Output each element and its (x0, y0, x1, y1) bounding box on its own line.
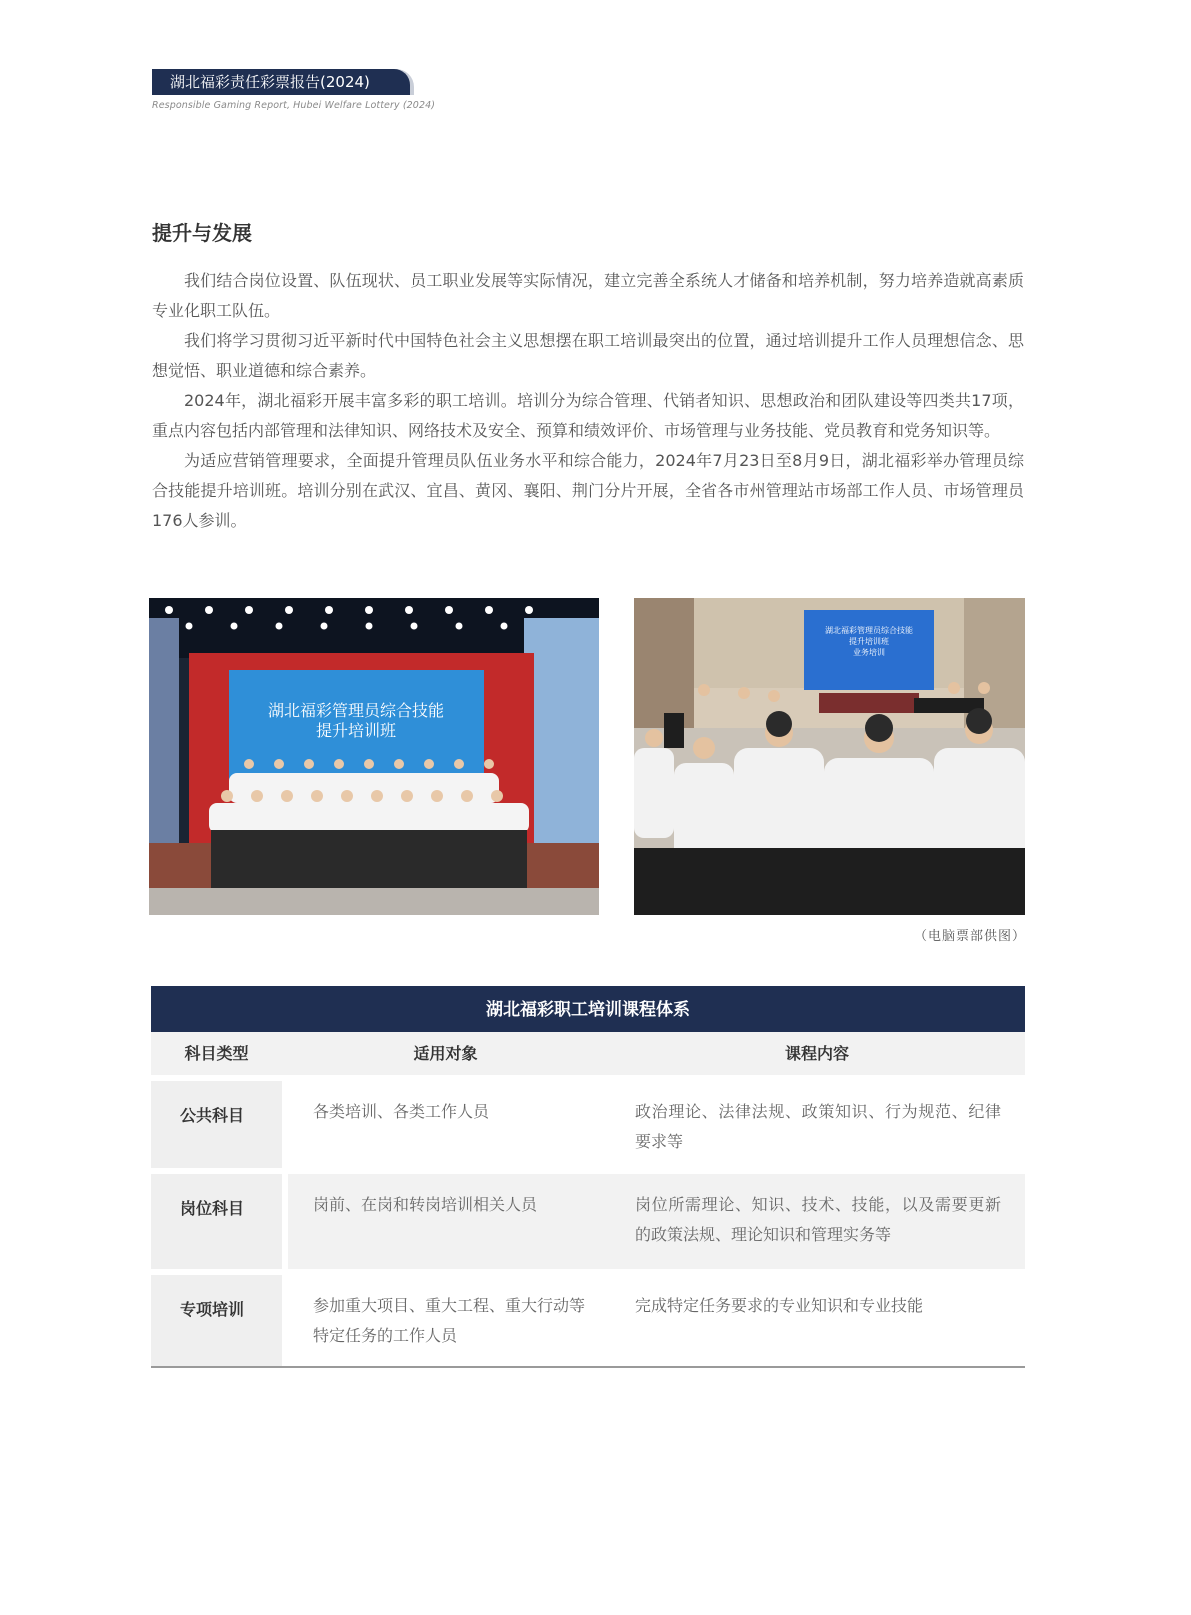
column-header: 适用对象 (413, 1044, 478, 1063)
row-target: 参加重大项目、重大工程、重大行动等特定任务的工作人员 (313, 1296, 586, 1345)
paragraph: 我们将学习贯彻习近平新时代中国特色社会主义思想摆在职工培训最突出的位置，通过培训提升工作人员理想信念、思想觉悟、职业道德和综合素养。 (152, 331, 1024, 380)
paragraph: 2024年，湖北福彩开展丰富多彩的职工培训。培训分为综合管理、代销者知识、思想政治和团队建设等四类共17项，重点内容包括内部管理和法律知识、网络技术及安全、预算和绩效评价、市场管理与业务技能、党员教育和党务知识等。 (152, 391, 1024, 440)
table-title: 湖北福彩职工培训课程体系 (151, 986, 1025, 1032)
classroom-screen-text-3: 业务培训 (853, 648, 885, 657)
column-header: 课程内容 (784, 1044, 849, 1063)
report-header-subtitle: Responsible Gaming Report, Hubei Welfare Lottery (2024) (152, 100, 436, 111)
group-photo (149, 598, 599, 915)
row-target: 各类培训、各类工作人员 (313, 1102, 490, 1121)
section-title: 提升与发展 (152, 221, 252, 245)
report-header-title: 湖北福彩责任彩票报告(2024) (152, 69, 410, 95)
table-row (151, 1081, 1025, 1168)
stage-screen-text-2: 提升培训班 (315, 723, 397, 740)
row-category: 专项培训 (151, 1275, 282, 1366)
classroom-photo (634, 598, 1025, 915)
row-category: 岗位科目 (151, 1174, 282, 1269)
table-row (151, 1275, 1025, 1366)
column-header: 科目类型 (184, 1044, 249, 1063)
table-row (151, 1174, 1025, 1269)
row-content: 完成特定任务要求的专业知识和专业技能 (635, 1296, 924, 1315)
classroom-screen-text-2: 提升培训班 (849, 637, 889, 646)
paragraph: 我们结合岗位设置、队伍现状、员工职业发展等实际情况，建立完善全系统人才储备和培养机制，努力培养造就高素质专业化职工队伍。 (152, 271, 1024, 320)
classroom-screen-text-1: 湖北福彩管理员综合技能 (825, 626, 913, 635)
row-content: 政治理论、法律法规、政策知识、行为规范、纪律要求等 (635, 1102, 1001, 1151)
paragraph: 为适应营销管理要求，全面提升管理员队伍业务水平和综合能力，2024年7月23日至8月9日，湖北福彩举办管理员综合技能提升培训班。培训分别在武汉、宜昌、黄冈、襄阳、荆门分片开展，全省各市州管理站市场部工作人员、市场管理员176人参训。 (152, 451, 1024, 530)
stage-screen-text-1: 湖北福彩管理员综合技能 (267, 703, 445, 720)
row-content: 岗位所需理论、知识、技术、技能，以及需要更新的政策法规、理论知识和管理实务等 (615, 1174, 1025, 1269)
training-course-table (151, 986, 1025, 1368)
photo-caption: （电脑票部供图） (913, 929, 1026, 944)
row-category: 公共科目 (151, 1081, 282, 1168)
table-bottom-rule (151, 1366, 1025, 1368)
row-target: 岗前、在岗和转岗培训相关人员 (288, 1174, 615, 1269)
table-header-row (151, 1032, 1025, 1075)
body-text (152, 266, 1024, 536)
